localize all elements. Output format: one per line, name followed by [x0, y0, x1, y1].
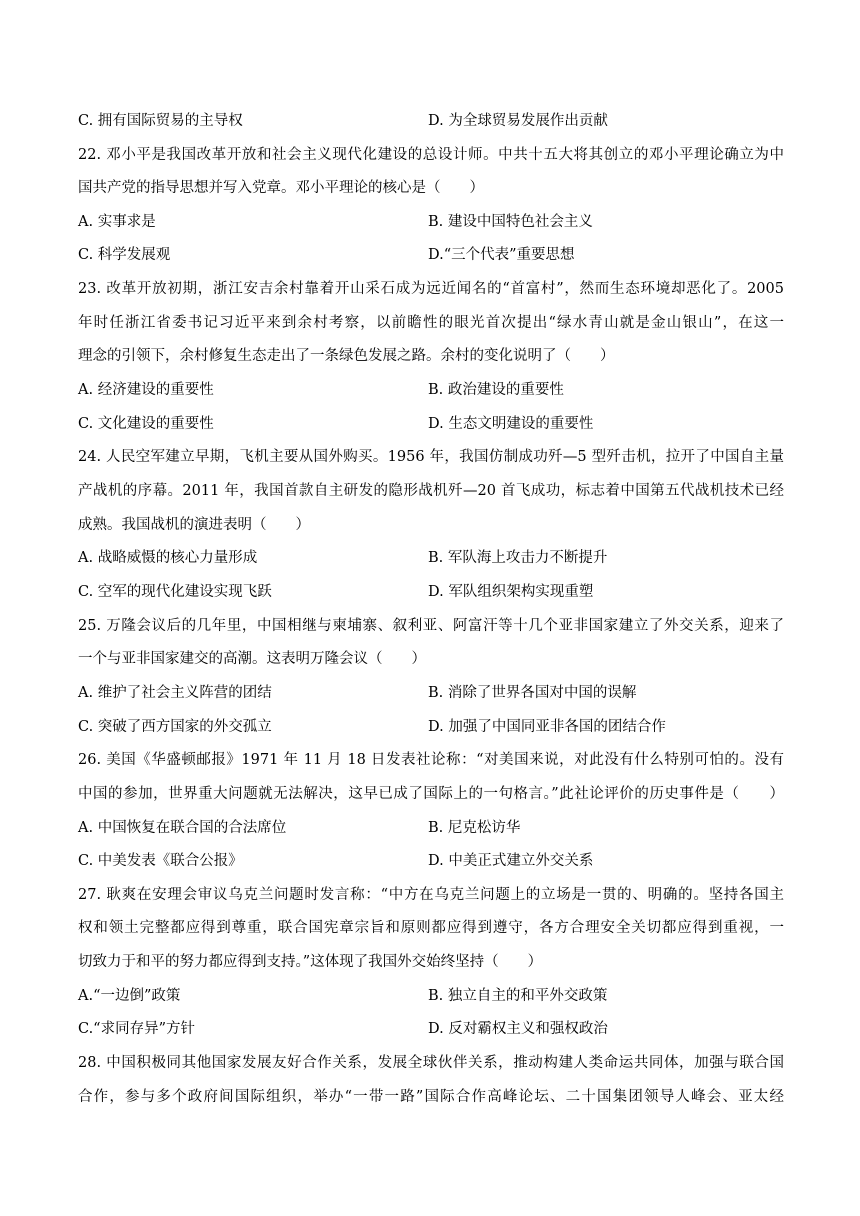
question-27-line-3: 切致力于和平的努力都应得到支持。”这体现了我国外交始终坚持（ ）: [78, 954, 543, 970]
question-26-option-a: A. 中国恢复在联合国的合法席位: [78, 820, 287, 836]
question-22-option-b: B. 建设中国特色社会主义: [428, 214, 593, 230]
question-25-option-a: A. 维护了社会主义阵营的团结: [78, 685, 272, 701]
question-22-line-2: 国共产党的指导思想并写入党章。邓小平理论的核心是（ ）: [78, 180, 484, 196]
question-24-option-d: D. 军队组织架构实现重塑: [428, 584, 594, 600]
question-22-option-a: A. 实事求是: [78, 214, 156, 230]
question-23-line-2: 年时任浙江省委书记习近平来到余村考察，以前瞻性的眼光首次提出“绿水青山就是金山银山”，在这一: [78, 315, 784, 331]
question-27-option-d: D. 反对霸权主义和强权政治: [428, 1021, 608, 1037]
question-25-line-1: 25. 万隆会议后的几年里，中国相继与柬埔寨、叙利亚、阿富汗等十几个亚非国家建立了外交关系，迎来了: [78, 618, 784, 634]
question-23-option-d: D. 生态文明建设的重要性: [428, 416, 594, 432]
question-22-line-1: 22. 邓小平是我国改革开放和社会主义现代化建设的总设计师。中共十五大将其创立的邓小平理论确立为中: [78, 147, 784, 163]
question-25-option-c: C. 突破了西方国家的外交孤立: [78, 719, 272, 735]
question-23-option-a: A. 经济建设的重要性: [78, 382, 214, 398]
question-22-option-c: C. 科学发展观: [78, 247, 171, 263]
question-27-line-1: 27. 耿爽在安理会审议乌克兰问题时发言称：“中方在乌克兰问题上的立场是一贯的、明确的。坚持各国主: [78, 887, 784, 903]
question-22-option-d: D.“三个代表”重要思想: [428, 247, 575, 263]
option-c: C. 拥有国际贸易的主导权: [78, 113, 243, 129]
question-26-option-d: D. 中美正式建立外交关系: [428, 853, 594, 869]
question-23-option-b: B. 政治建设的重要性: [428, 382, 564, 398]
question-26-line-1: 26. 美国《华盛顿邮报》1971 年 11 月 18 日发表社论称：“对美国来说，对此没有什么特别可怕的。没有: [78, 752, 784, 768]
question-24-line-3: 成熟。我国战机的演进表明（ ）: [78, 517, 310, 533]
question-24-line-1: 24. 人民空军建立早期，飞机主要从国外购买。1956 年，我国仿制成功歼—5 型歼击机，拉开了中国自主量: [78, 449, 784, 465]
question-28-line-2: 合作，参与多个政府间国际组织，举办“一带一路”国际合作高峰论坛、二十国集团领导人峰会、亚太经: [78, 1089, 784, 1105]
question-24-option-c: C. 空军的现代化建设实现飞跃: [78, 584, 272, 600]
question-26-option-b: B. 尼克松访华: [428, 820, 521, 836]
question-27-option-b: B. 独立自主的和平外交政策: [428, 988, 608, 1004]
question-24-line-2: 产战机的序幕。2011 年，我国首款自主研发的隐形战机歼—20 首飞成功，标志着中国第五代战机技术已经: [78, 483, 784, 499]
question-24-option-a: A. 战略威慑的核心力量形成: [78, 550, 258, 566]
question-27-line-2: 权和领土完整都应得到尊重，联合国宪章宗旨和原则都应得到遵守，各方合理安全关切都应得到重视，一: [78, 920, 784, 936]
question-27-option-c: C.“求同存异”方针: [78, 1021, 196, 1037]
question-26-line-2: 中国的参加，世界重大问题就无法解决，这早已成了国际上的一句格言。”此社论评价的历史事件是（ ）: [78, 786, 784, 802]
question-28-line-1: 28. 中国积极同其他国家发展友好合作关系，发展全球伙伴关系，推动构建人类命运共同体，加强与联合国: [78, 1055, 784, 1071]
question-23-line-1: 23. 改革开放初期，浙江安吉余村靠着开山采石成为远近闻名的“首富村”，然而生态环境却恶化了。2005: [78, 281, 784, 297]
question-27-option-a: A.“一边倒”政策: [78, 988, 181, 1004]
question-23-line-3: 理念的引领下，余村修复生态走出了一条绿色发展之路。余村的变化说明了（ ）: [78, 348, 615, 364]
question-23-option-c: C. 文化建设的重要性: [78, 416, 214, 432]
question-24-option-b: B. 军队海上攻击力不断提升: [428, 550, 608, 566]
question-25-line-2: 一个与亚非国家建交的高潮。这表明万隆会议（ ）: [78, 651, 426, 667]
question-25-option-b: B. 消除了世界各国对中国的误解: [428, 685, 637, 701]
question-25-option-d: D. 加强了中国同亚非各国的团结合作: [428, 719, 666, 735]
option-d: D. 为全球贸易发展作出贡献: [428, 113, 608, 129]
question-26-option-c: C. 中美发表《联合公报》: [78, 853, 243, 869]
